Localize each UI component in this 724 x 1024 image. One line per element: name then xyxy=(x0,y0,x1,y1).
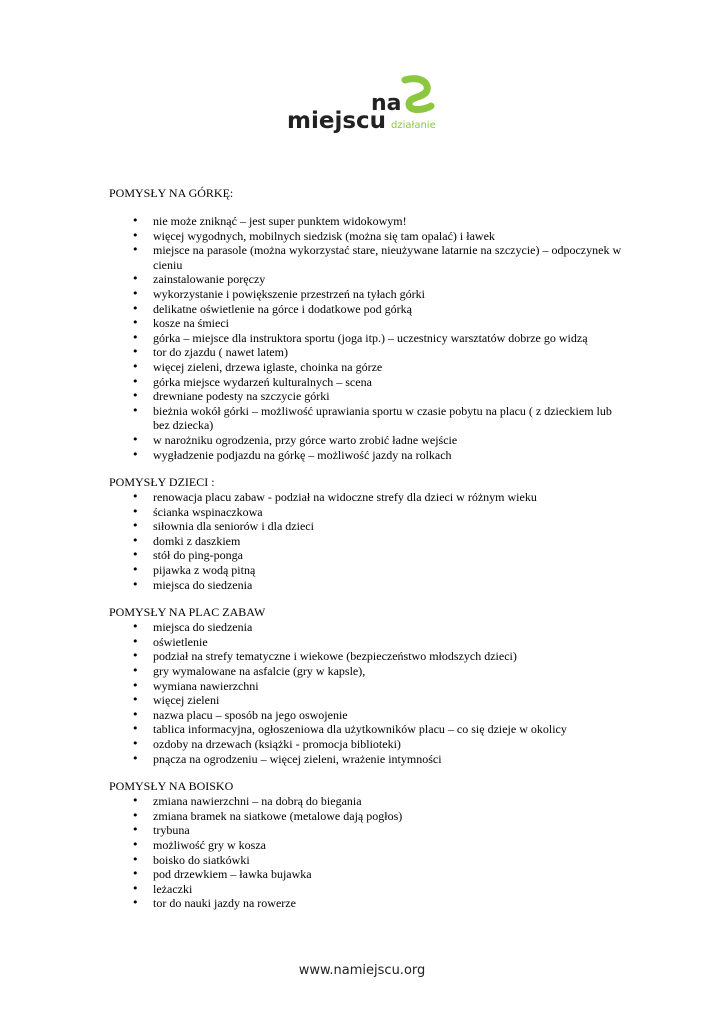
list-item: • więcej zieleni, drzewa iglaste, choinka na górze xyxy=(109,360,629,375)
section-dzieci xyxy=(109,475,629,592)
namiejscu-logo xyxy=(287,74,447,138)
list-item: • wygładzenie podjazdu na górkę – możliwość jazdy na rolkach xyxy=(109,448,629,463)
list-item: • więcej wygodnych, mobilnych siedzisk (można się tam opalać) i ławek xyxy=(109,229,629,244)
list-item: • możliwość gry w kosza xyxy=(109,838,629,853)
list-item: • kosze na śmieci xyxy=(109,316,629,331)
list-item: • nie może zniknąć – jest super punktem widokowym! xyxy=(109,214,629,229)
list-item: • nazwa placu – sposób na jego oswojenie xyxy=(109,708,629,723)
list-item: • ścianka wspinaczkowa xyxy=(109,505,629,520)
list-item: • miejsca do siedzenia xyxy=(109,620,629,635)
idea-list xyxy=(109,490,629,592)
list-item: • boisko do siatkówki xyxy=(109,853,629,868)
logo-na-text: na xyxy=(371,91,402,116)
section-title: POMYSŁY NA PLAC ZABAW xyxy=(109,605,266,620)
list-item: • zmiana nawierzchni – na dobrą do biegania xyxy=(109,794,629,809)
idea-list xyxy=(109,794,629,911)
list-item: • delikatne oświetlenie na górce i dodatkowe pod górką xyxy=(109,302,629,317)
list-item: • trybuna xyxy=(109,823,629,838)
list-item: • zmiana bramek na siatkowe (metalowe dają pogłos) xyxy=(109,809,629,824)
section-gorka xyxy=(109,186,629,462)
section-boisko xyxy=(109,779,629,911)
logo-sub-text: działanie xyxy=(391,120,436,131)
list-item: • bieżnia wokół górki – możliwość uprawiania sportu w czasie pobytu na placu ( z dzieckiem lub bez dziecka) xyxy=(109,404,629,433)
list-item: • więcej zieleni xyxy=(109,693,629,708)
list-item: • gry wymalowane na asfalcie (gry w kapsle), xyxy=(109,664,629,679)
list-item: • podział na strefy tematyczne i wiekowe (bezpieczeństwo młodszych dzieci) xyxy=(109,649,629,664)
list-item: • miejsce na parasole (można wykorzystać stare, nieużywane latarnie na szczycie) – odpoczynek w cieniu xyxy=(109,243,629,272)
list-item: • wymiana nawierzchni xyxy=(109,679,629,694)
list-item: • siłownia dla seniorów i dla dzieci xyxy=(109,519,629,534)
list-item: • oświetlenie xyxy=(109,635,629,650)
idea-list xyxy=(109,620,629,766)
list-item: • tablica informacyjna, ogłoszeniowa dla użytkowników placu – co się dzieje w okolicy xyxy=(109,722,629,737)
footer-url: www.namiejscu.org xyxy=(298,963,426,978)
logo-main-text: miejscu xyxy=(287,108,387,134)
section-title: POMYSŁY NA BOISKO xyxy=(109,779,234,794)
list-item: • renowacja placu zabaw - podział na widoczne strefy dla dzieci w różnym wieku xyxy=(109,490,629,505)
list-item: • pod drzewkiem – ławka bujawka xyxy=(109,867,629,882)
list-item: • stół do ping-ponga xyxy=(109,548,629,563)
list-item: • górka – miejsce dla instruktora sportu (joga itp.) – uczestnicy warsztatów dobrze go widzą xyxy=(109,331,629,346)
list-item: • domki z daszkiem xyxy=(109,534,629,549)
list-item: • leżaczki xyxy=(109,882,629,897)
idea-list xyxy=(109,214,629,462)
list-item: • zainstalowanie poręczy xyxy=(109,272,629,287)
list-item: • tor do nauki jazdy na rowerze xyxy=(109,896,629,911)
ideas-document xyxy=(109,186,629,924)
list-item: • tor do zjazdu ( nawet latem) xyxy=(109,345,629,360)
list-item: • wykorzystanie i powiększenie przestrzeń na tyłach górki xyxy=(109,287,629,302)
list-item: • drewniane podesty na szczycie górki xyxy=(109,389,629,404)
list-item: • pnącza na ogrodzeniu – więcej zieleni, wrażenie intymności xyxy=(109,752,629,767)
list-item: • miejsca do siedzenia xyxy=(109,578,629,593)
list-item: • w narożniku ogrodzenia, przy górce warto zrobić ładne wejście xyxy=(109,433,629,448)
list-item: • górka miejsce wydarzeń kulturalnych – scena xyxy=(109,375,629,390)
section-title: POMYSŁY NA GÓRKĘ: xyxy=(109,186,234,200)
list-item: • pijawka z wodą pitną xyxy=(109,563,629,578)
section-title: POMYSŁY DZIECI : xyxy=(109,475,215,490)
list-item: • ozdoby na drzewach (książki - promocja biblioteki) xyxy=(109,737,629,752)
section-plac-zabaw xyxy=(109,605,629,766)
